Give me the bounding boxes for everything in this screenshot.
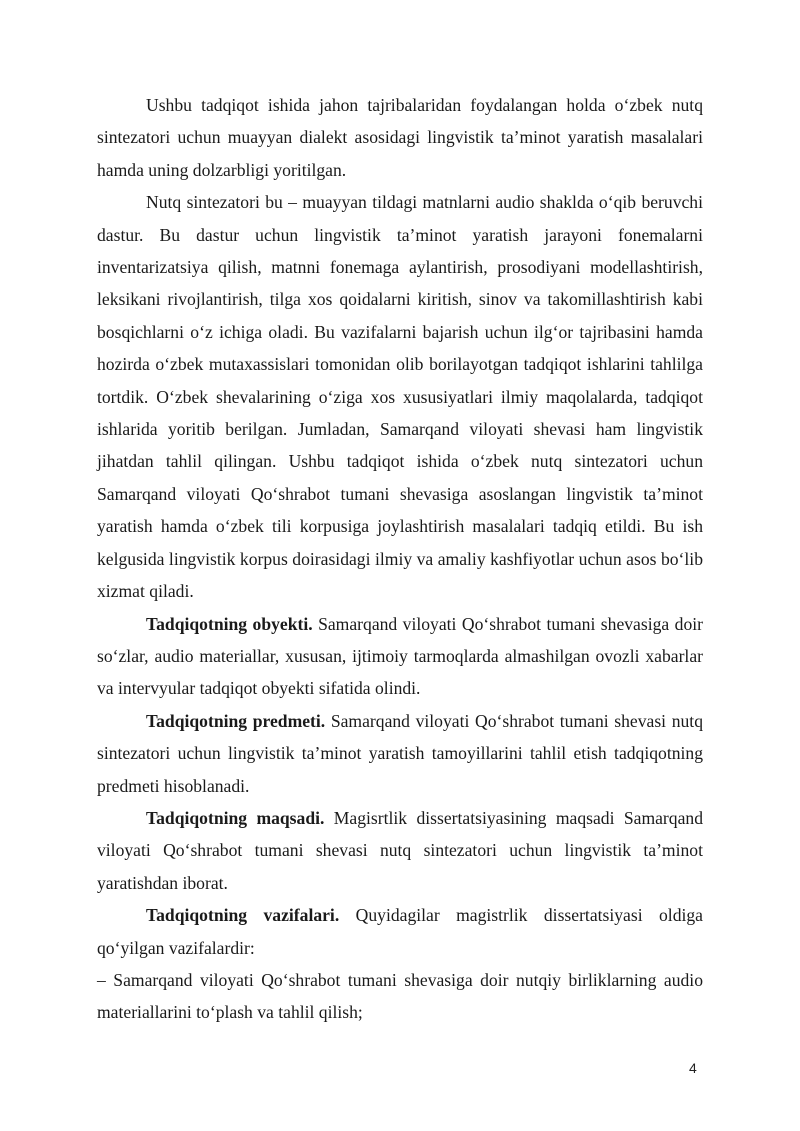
- paragraph-speech-synthesizer: [97, 186, 703, 607]
- section-heading-subject: Tadqiqotning predmeti.: [146, 710, 326, 731]
- paragraph-text: Nutq sintezatori bu – muayyan tildagi matnlarni audio shaklda o‘qib beruvchi dastur. Bu dastur uchun lingvistik ta’minot yaratish jarayoni fonemalarni inventarizatsiya qilish, matnni fonemaga aylantirish, prosodiyani modellashtirish, leksikani rivojlantirish, tilga xos qoidalarni kiritish, sinov va takomillashtirish kabi bosqichlarni o‘z ichiga oladi. Bu vazifalarni bajarish uchun ilg‘or tajribasini hamda hozirda o‘zbek mutaxassislari tomonidan olib borilayotgan tadqiqot ishlarini tahlilga tortdik. O‘zbek shevalarining o‘ziga xos xususiyatlari ilmiy maqolalarda, tadqiqot ishlarida yoritib berilgan. Jumladan, Samarqand viloyati shevasi ham lingvistik jihatdan tahlil qilingan. Ushbu tadqiqot ishida o‘zbek nutq sintezatori uchun Samarqand viloyati Qo‘shrabot tumani shevasiga asoslangan lingvistik ta’minot yaratish hamda o‘zbek tili korpusiga joylashtirish masalalari tadqiq etildi. Bu ish kelgusida lingvistik korpus doirasidagi ilmiy va amaliy kashfiyotlar uchun asos bo‘lib xizmat qiladi.: [97, 192, 703, 602]
- section-heading-tasks: Tadqiqotning vazifalari.: [146, 905, 340, 926]
- list-item-text: – Samarqand viloyati Qo‘shrabot tumani shevasiga doir nutqiy birliklarning audio materiallarini to‘plash va tahlil qilish;: [97, 969, 703, 1023]
- paragraph-research-goal: [97, 802, 703, 899]
- paragraph-text: Samarqand viloyati Qo‘shrabot tumani shevasiga doir so‘zlar, audio materiallar, xususan, ijtimoiy tarmoqlarda almashilgan ovozli xabarlar va intervyular tadqiqot obyekti sifatida olindi.: [97, 613, 703, 699]
- paragraph-text: Samarqand viloyati Qo‘shrabot tumani shevasi nutq sintezatori uchun lingvistik ta’minot yaratish tamoyillarini tahlil etish tadqiqotning predmeti hisoblanadi.: [97, 710, 703, 796]
- list-item: [97, 964, 703, 1029]
- paragraph-research-subject: [97, 705, 703, 802]
- section-heading-goal: Tadqiqotning maqsadi.: [146, 807, 325, 828]
- paragraph-intro: [97, 89, 703, 186]
- document-page: [97, 89, 703, 1029]
- paragraph-text: Ushbu tadqiqot ishida jahon tajribalaridan foydalangan holda o‘zbek nutq sintezatori uchun muayyan dialekt asosidagi lingvistik ta’minot yaratish masalalari hamda uning dolzarbligi yoritilgan.: [97, 95, 703, 180]
- paragraph-text: Magisrtlik dissertatsiyasining maqsadi Samarqand viloyati Qo‘shrabot tumani shevasi nutq sintezatori uchun lingvistik ta’minot yaratishdan iborat.: [97, 807, 703, 893]
- paragraph-research-object: [97, 608, 703, 705]
- paragraph-research-tasks: [97, 899, 703, 964]
- paragraph-text: Quyidagilar magistrlik dissertatsiyasi oldiga qo‘yilgan vazifalardir:: [97, 905, 703, 958]
- page-number: 4: [689, 1060, 697, 1076]
- section-heading-object: Tadqiqotning obyekti.: [146, 613, 313, 634]
